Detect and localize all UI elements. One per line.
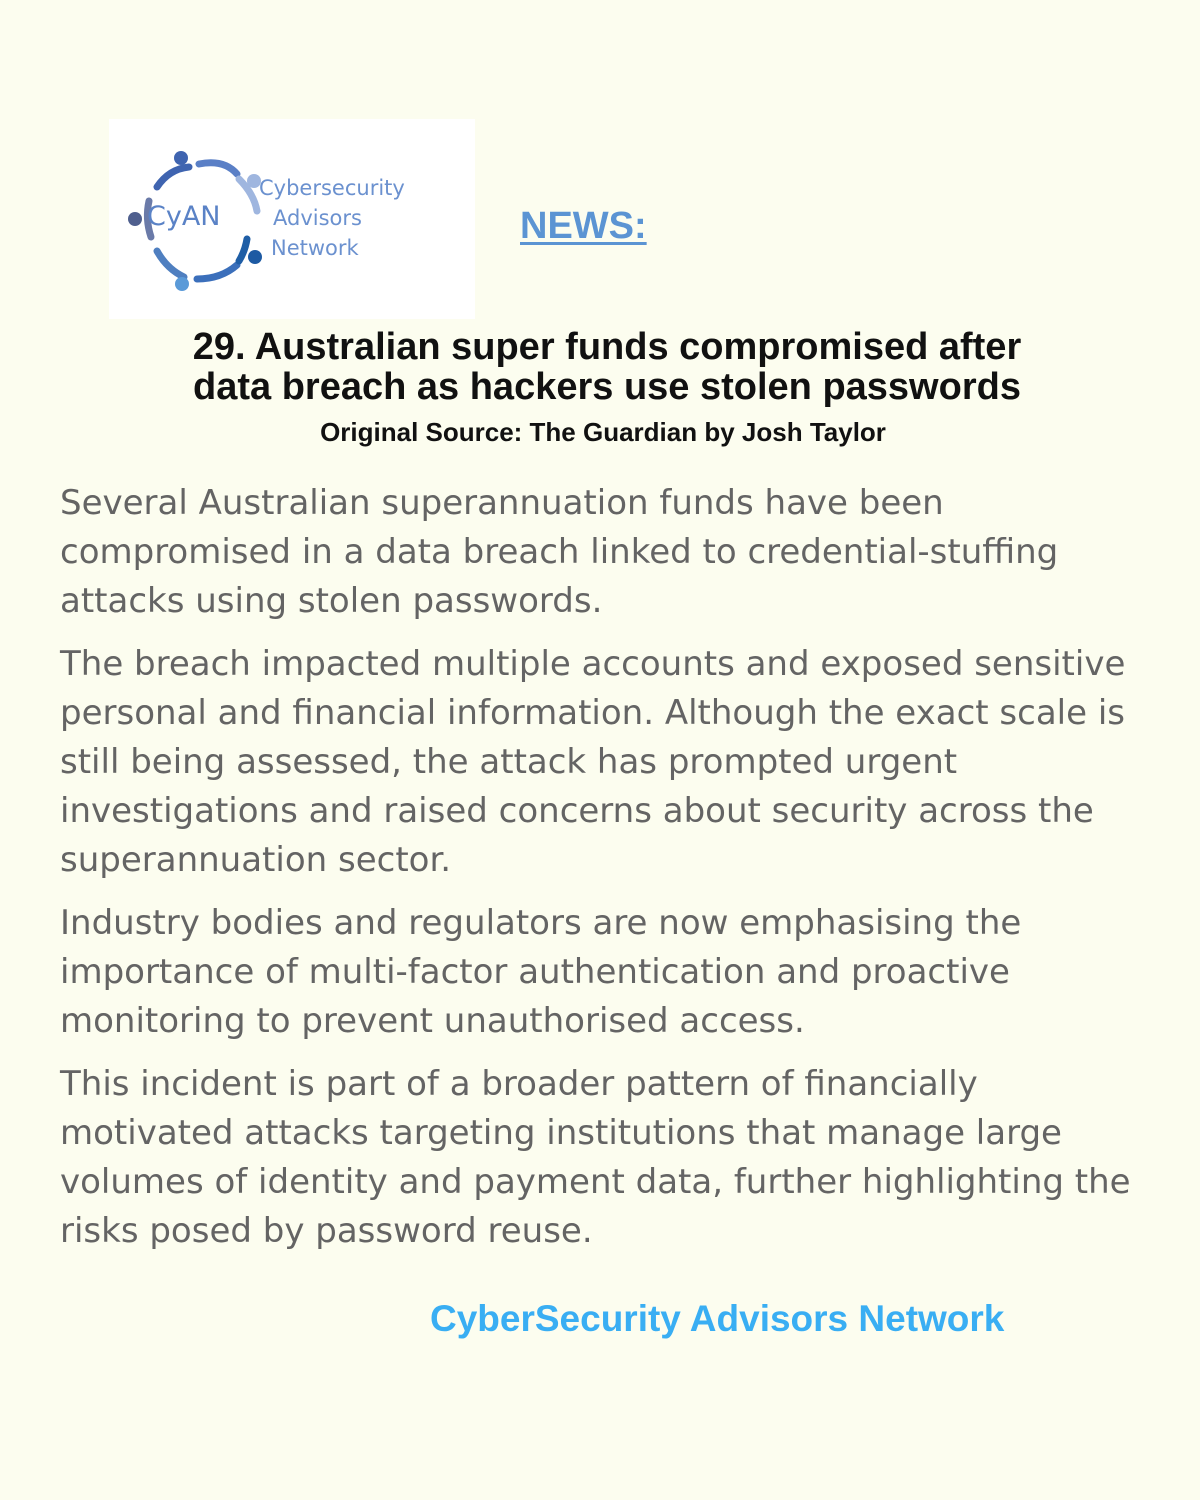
cyan-logo — [109, 119, 475, 319]
footer-brand: CyberSecurity Advisors Network — [430, 1298, 1005, 1339]
logo-wordmark — [259, 173, 405, 263]
paragraph: The breach impacted multiple accounts and exposed sensitive personal and financial information. Although the exact scale is still being assessed, the attack has prompted urgent investigations and raised concerns about security across the superannuation sector. — [60, 644, 1126, 880]
paragraph: Several Australian superannuation funds have been compromised in a data breach linked to credential-stuffing attacks using stolen passwords. — [60, 483, 1059, 621]
paragraph: Industry bodies and regulators are now emphasising the importance of multi-factor authentication and proactive monitoring to prevent unauthorised access. — [60, 903, 1022, 1041]
logo-line-1: Cybersecurity — [259, 176, 405, 200]
headline — [0, 327, 1200, 407]
logo-line-2: Advisors — [273, 206, 362, 230]
article-body — [60, 479, 1140, 1270]
logo-mark-text: CyAN — [147, 201, 221, 232]
source-credit: Original Source: The Guardian by Josh Taylor — [320, 417, 886, 447]
headline-line-2: data breach as hackers use stolen passwords — [193, 366, 1021, 408]
headline-line-1: 29. Australian super funds compromised after — [192, 326, 1022, 368]
logo-line-3: Network — [271, 236, 359, 260]
paragraph: This incident is part of a broader pattern of financially motivated attacks targeting institutions that manage large volumes of identity and payment data, further highlighting the risks posed by password reuse. — [60, 1064, 1131, 1251]
news-label: NEWS: — [520, 205, 647, 247]
